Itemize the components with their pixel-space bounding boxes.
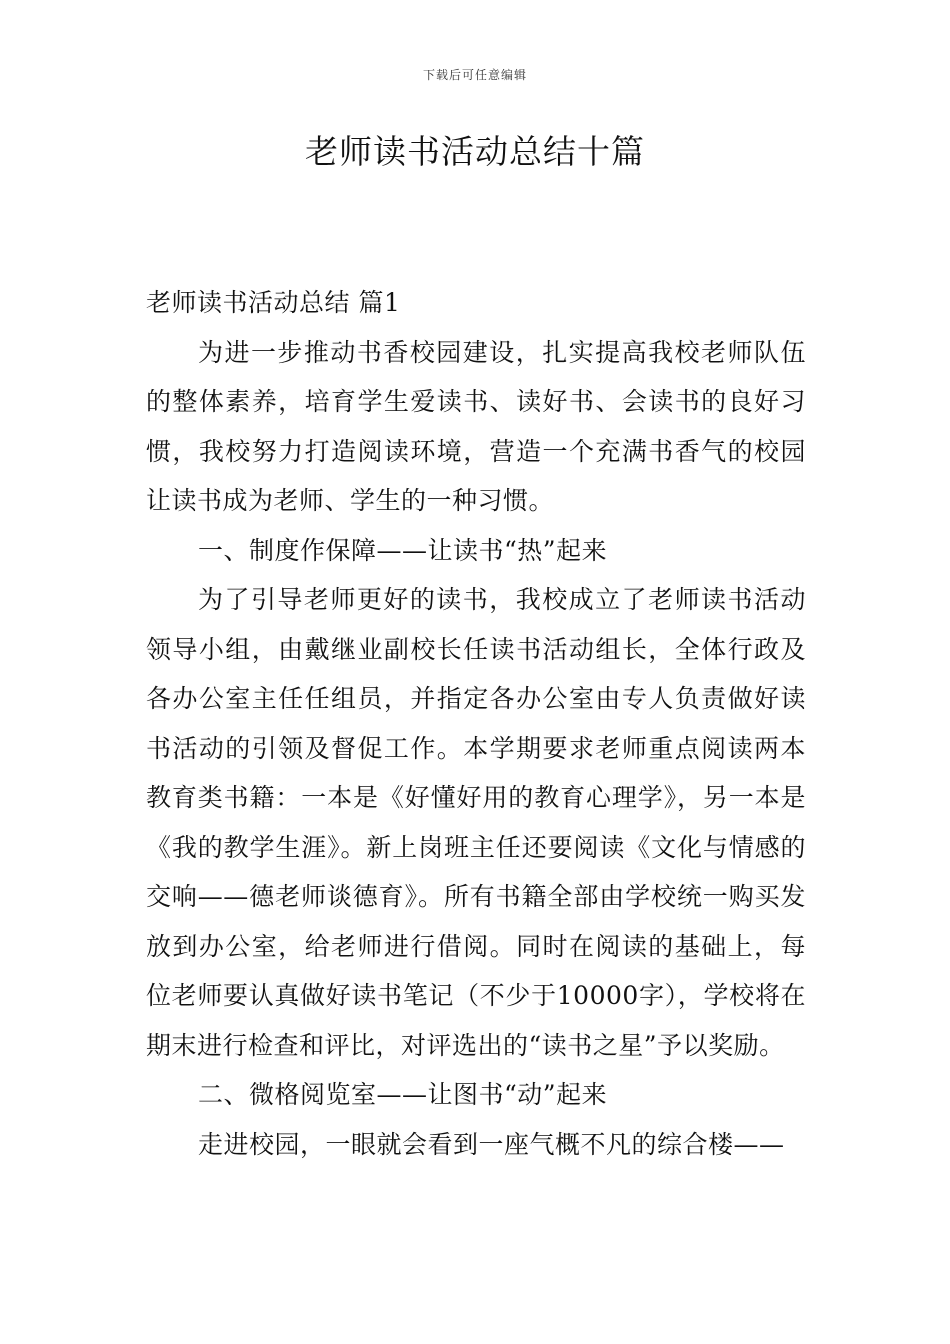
- paragraph-intro: 为进一步推动书香校园建设，扎实提高我校老师队伍的整体素养，培育学生爱读书、读好书、会读书的良好习惯，我校努力打造阅读环境，营造一个充满书香气的校园让读书成为老师、学生的一种习惯。: [146, 337, 806, 515]
- paragraph-system-guarantee: 为了引导老师更好的读书，我校成立了老师读书活动领导小组，由戴继业副校长任读书活动组长，全体行政及各办公室主任任组员，并指定各办公室由专人负责做好读书活动的引领及督促工作。本学期要求老师重点阅读两本教育类书籍：一本是《好懂好用的教育心理学》，另一本是《我的教学生涯》。新上岗班主任还要阅读《文化与情感的交响——德老师谈德育》。所有书籍全部由学校统一购买发放到办公室，给老师进行借阅。同时在阅读的基础上，每位老师要认真做好读书笔记（不少于10000字），学校将在期末进行检查和评比，对评选出的“读书之星”予以奖励。: [146, 585, 806, 1060]
- paragraph-reading-room: 走进校园，一眼就会看到一座气概不凡的综合楼——: [198, 1129, 785, 1159]
- heading-system-guarantee: 一、制度作保障——让读书“热”起来: [198, 535, 608, 565]
- document-body: [146, 278, 806, 1169]
- header-note: 下载后可任意编辑: [422, 68, 527, 82]
- heading-reading-room: 二、微格阅览室——让图书“动”起来: [198, 1080, 608, 1109]
- section-title: 老师读书活动总结 篇1: [146, 288, 401, 317]
- document-title: 老师读书活动总结十篇: [305, 132, 645, 171]
